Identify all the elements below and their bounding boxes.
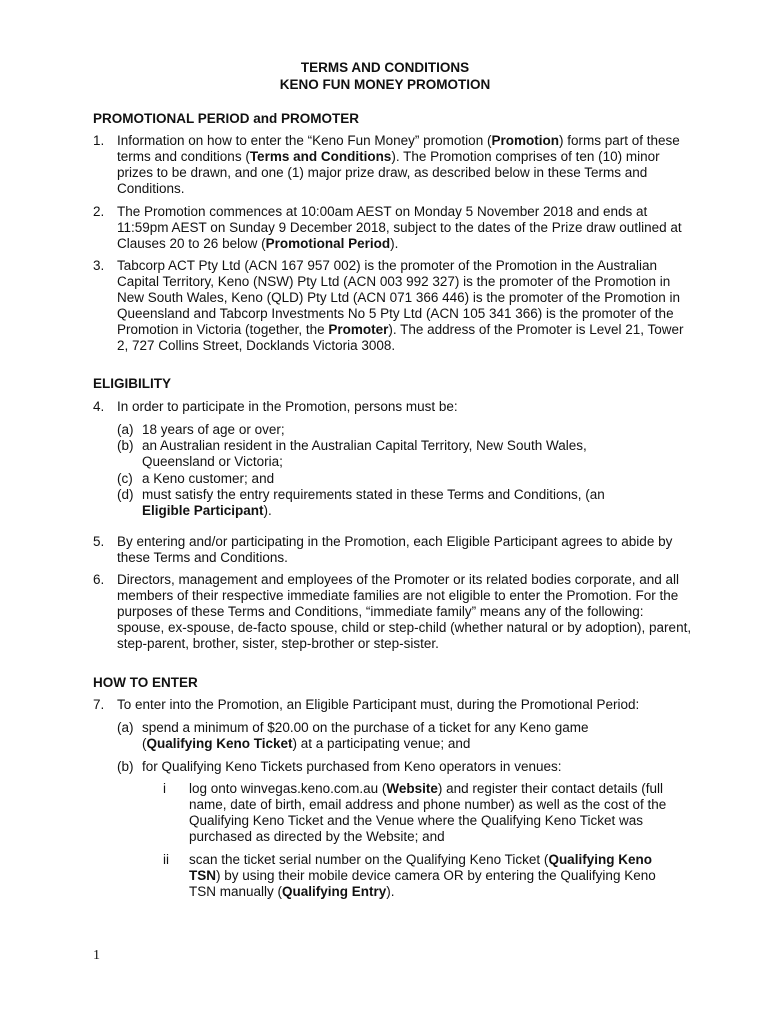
defined-term: Promotion <box>491 133 559 148</box>
sub-item-a: (a) 18 years of age or over; <box>117 422 285 437</box>
defined-term: Terms and Conditions <box>249 149 392 164</box>
sub-item-b: (b) for Qualifying Keno Tickets purchased from Keno operators in venues: <box>117 759 562 774</box>
section-heading-promotional-period: PROMOTIONAL PERIOD and PROMOTER <box>93 111 360 126</box>
defined-term: Website <box>386 781 438 796</box>
clause-number: 2. <box>93 204 105 219</box>
clause-7 <box>93 697 693 713</box>
defined-term: Qualifying Keno Ticket <box>146 736 293 751</box>
clause-number: 3. <box>93 258 105 273</box>
sub-item-c: (c) a Keno customer; and <box>117 471 275 486</box>
clause-text: Information on how to enter the “Keno Fun Money” promotion (Promotion) forms part of these terms and conditions (Terms and Conditions). The Promotion comprises of ten (10) minor prizes to be drawn, and one (1) major prize draw, as described below in these Terms and Conditions. <box>117 133 680 196</box>
clause-6 <box>93 572 693 652</box>
clause-text: By entering and/or participating in the Promotion, each Eligible Participant agrees to abide by these Terms and Conditions. <box>117 534 673 565</box>
clause-text: To enter into the Promotion, an Eligible Participant must, during the Promotional Period: <box>117 697 640 712</box>
clause-1 <box>93 133 693 197</box>
clause-text: Tabcorp ACT Pty Ltd (ACN 167 957 002) is the promoter of the Promotion in the Australian Capital Territory, Keno (NSW) Pty Ltd (ACN 003 992 327) is the promoter of the Promotion in New South Wales, Keno (QLD) Pty Ltd (ACN 071 366 446) is the promoter of the Promotion in Queensland and Tabcorp Investments No 5 Pty Ltd (ACN 105 341 366) is the promoter of the Promotion in Victoria (together, the Promoter). The address of the Promoter is Level 21, Tower 2, 727 Collins Street, Docklands Victoria 3008. <box>117 258 684 353</box>
doc-subtitle: KENO FUN MONEY PROMOTION <box>279 77 491 92</box>
doc-title: TERMS AND CONDITIONS <box>300 60 470 75</box>
defined-term: Promotional Period <box>265 236 391 251</box>
defined-term: Qualifying Keno TSN <box>189 852 652 883</box>
clause-number: 7. <box>93 697 105 712</box>
clause-3 <box>93 258 693 354</box>
clause-number: 1. <box>93 133 105 148</box>
clause-text: Directors, management and employees of the Promoter or its related bodies corporate, and all members of their respective immediate families are not eligible to enter the Promotion. For the purposes of these Terms and Conditions, “immediate family” means any of the following: spouse, ex-spouse, de-facto spouse, child or step-child (whether natural or by adoption), parent, step-parent, brother, sister, step-brother or step-sister. <box>117 572 692 651</box>
clause-4 <box>93 399 693 415</box>
clause-text: The Promotion commences at 10:00am AEST on Monday 5 November 2018 and ends at 11:59pm AEST on Sunday 9 December 2018, subject to the dates of the Prize draw outlined at Clauses 20 to 26 below (Promotional Period). <box>117 204 682 251</box>
clause-number: 6. <box>93 572 105 587</box>
defined-term: Eligible Participant <box>142 503 264 518</box>
sub-item-a: (a) spend a minimum of $20.00 on the purchase of a ticket for any Keno game (Qualifying Keno Ticket) at a participating venue; and <box>117 720 589 751</box>
sub-sub-item-ii: ii scan the ticket serial number on the Qualifying Keno Ticket (Qualifying Keno TSN) by using their mobile device camera OR by entering the Qualifying Keno TSN manually (Qualifying Entry). <box>163 852 656 899</box>
clause-text: In order to participate in the Promotion, persons must be: <box>117 399 458 414</box>
page-number: 1 <box>93 948 100 963</box>
clause-2 <box>93 204 693 252</box>
clause-number: 5. <box>93 534 105 549</box>
sub-item-d: (d) must satisfy the entry requirements stated in these Terms and Conditions, (an Eligible Participant). <box>117 487 605 518</box>
sub-item-b: (b) an Australian resident in the Australian Capital Territory, New South Wales, Queensland or Victoria; <box>117 438 587 469</box>
clause-number: 4. <box>93 399 105 414</box>
clause-5 <box>93 534 693 566</box>
sub-sub-item-i: i log onto winvegas.keno.com.au (Website) and register their contact details (full name, date of birth, email address and phone number) as well as the cost of the Qualifying Keno Ticket and the Venue where the Qualifying Keno Ticket was purchased as directed by the Website; and <box>163 781 667 844</box>
defined-term: Qualifying Entry <box>282 884 387 899</box>
defined-term: Promoter <box>328 322 389 337</box>
section-heading-eligibility: ELIGIBILITY <box>93 376 172 391</box>
section-heading-how-to-enter: HOW TO ENTER <box>93 675 198 690</box>
